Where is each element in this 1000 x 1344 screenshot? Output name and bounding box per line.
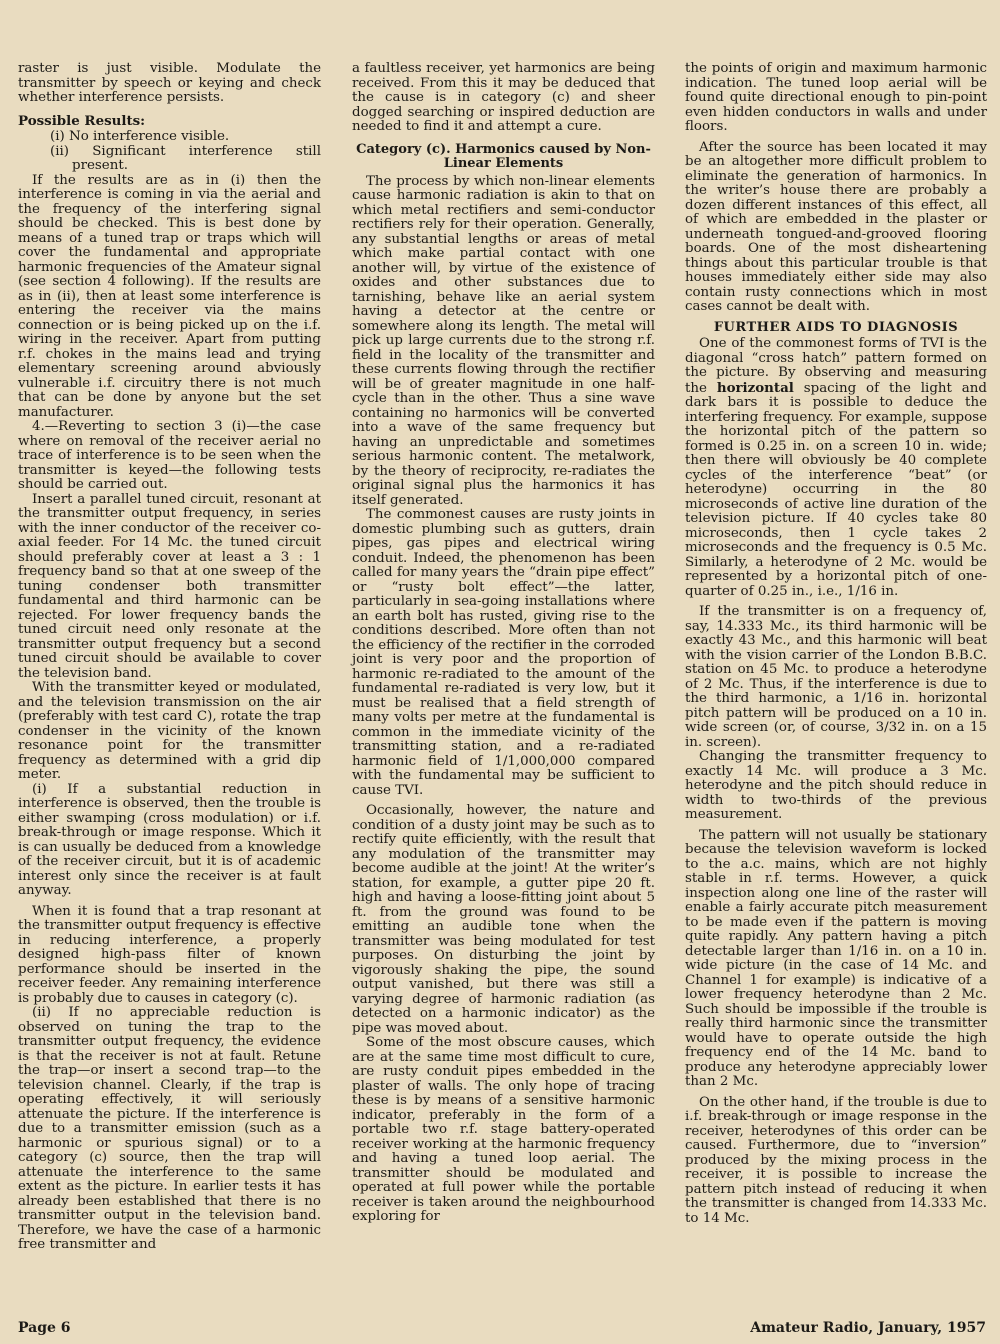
- paragraph: Insert a parallel tuned circuit, resonant at the transmitter output frequency, in series with the inner conductor of the receiver co-axial feeder. For 14 Mc. the tuned circuit should preferably cover at least a 3 : 1 frequency band so that at one sweep of the tuning condenser both transmitter fundamental and third harmonic can be rejected. For lower frequency bands the tuned circuit need only resonate at the transmitter output frequency but a second tuned circuit should be available to cover the television band.: [18, 491, 321, 681]
- paragraph: When it is found that a trap resonant at the transmitter output frequency is effective in reducing interference, a properly designed high-pass filter of known performance should be inserted in the receiver feeder. Any remaining interference is probably due to causes in category (c).: [18, 903, 321, 1006]
- list-item: (i) No interference visible.: [50, 129, 230, 144]
- text-run: One of the commonest forms of TVI is the diagonal “cross hatch” pattern formed on the picture. By observing and measuring the: [685, 336, 987, 396]
- column-2: [352, 62, 655, 1225]
- paragraph: Changing the transmitter frequency to exactly 14 Mc. will produce a 3 Mc. heterodyne and the pitch should reduce in width to two-thirds of the previous measurement.: [685, 749, 987, 822]
- paragraph: After the source has been located it may be an altogether more difficult problem to eliminate the generation of harmonics. In the writer’s house there are probably a dozen different instances of this effect, all of which are embedded in the plaster or underneath tongued-and-grooved flooring boards. One of the most disheartening things about this particular trouble is that houses immediately either side may also contain rusty connections which in most cases cannot be dealt with.: [685, 139, 987, 314]
- paragraph: Some of the most obscure causes, which are at the same time most difficult to cure, are rusty conduit pipes embedded in the plaster of walls. The only hope of tracing these is by means of a sensitive harmonic indicator, preferably in the form of a portable two r.f. stage battery-operated receiver working at the harmonic frequency and having a tuned loop aerial. The transmitter should be modulated and operated at full power while the portable receiver is taken around the neighbourhood exploring for: [352, 1035, 655, 1224]
- paragraph: (i) If a substantial reduction in interference is observed, then the trouble is either swamping (cross modulation) or i.f. break-through or image response. Which it is can usually be deduced from a knowledge of the receiver circuit, but it is of academic interest only since the receiver is at fault anyway.: [18, 781, 321, 898]
- paragraph: With the transmitter keyed or modulated, and the television transmission on the air (preferably with test card C), rotate the trap condenser in the vicinity of the known resonance point for the transmitter frequency as determined with a grid dip meter.: [18, 680, 321, 782]
- paragraph: The process by which non-linear elements cause harmonic radiation is akin to that on which metal rectifiers and semi-conductor rectifiers rely for their operation. Generally, any substantial lengths or areas of metal which make partial contact with one another will, by virtue of the existence of oxides and other substances due to tarnishing, behave like an aerial system having a detector at the centre or somewhere along its length. The metal will pick up large currents due to the strong r.f. field in the locality of the transmitter and these currents flowing through the rectifier will be of greater magnitude in one half-cycle than in the other. Thus a sine wave containing no harmonics will be converted into a wave of the same frequency but having an unpredictable and sometimes serious harmonic content. The metalwork, by the theory of reciprocity, re-radiates the original signal plus the harmonics it has itself generated.: [352, 173, 655, 508]
- paragraph: On the other hand, if the trouble is due to i.f. break-through or image response in the receiver, heterodynes of this order can be caused. Furthermore, due to “inversion” produced by the mixing process in the receiver, it is possible to increase the pattern pitch instead of reducing it when the transmitter is changed from 14.333 Mc. to 14 Mc.: [685, 1094, 987, 1226]
- section-heading: Possible Results:: [18, 112, 146, 129]
- paragraph: Occasionally, however, the nature and condition of a dusty joint may be such as to rectify quite efficiently, with the result that any modulation of the transmitter may become audible at the joint! At the writer’s station, for example, a gutter pipe 20 ft. high and having a loose-fitting joint about 5 ft. from the ground was found to be emitting an audible tone when the transmitter was being modulated for test purposes. On disturbing the joint by vigorously shaking the pipe, the sound output vanished, but there was still a varying degree of harmonic radiation (as detected on a harmonic indicator) as the pipe was moved about.: [352, 803, 655, 1036]
- paragraph: The commonest causes are rusty joints in domestic plumbing such as gutters, drain pipes, gas pipes and electrical wiring conduit. Indeed, the phenomenon has been called for many years the “drain pipe effect” or “rusty bolt effect”—the latter, particularly in sea-going installations where an earth bolt has rusted, giving rise to the conditions described. More often than not the efficiency of the rectifier in the corroded joint is very poor and the proportion of harmonic re-radiated to the amount of the fundamental re-radiated is very low, but it must be realised that a field strength of many volts per metre at the fundamental is common in the immediate vicinity of the transmitting station, and a re-radiated harmonic field of 1/1,000,000 compared with the fundamental may be sufficient to cause TVI.: [352, 507, 655, 798]
- paragraph: raster is just visible. Modulate the transmitter by speech or keying and check whether interference persists.: [18, 61, 321, 105]
- list-item: (ii) Significant interference still present.: [50, 143, 321, 173]
- paragraph: a faultless receiver, yet harmonics are being received. From this it may be deduced that the cause is in category (c) and sheer dogged searching or inspired deduction are needed to find it and attempt a cure.: [352, 61, 655, 134]
- column-3: [685, 62, 987, 1226]
- paragraph: If the results are as in (i) then the interference is coming in via the aerial and the frequency of the interfering signal should be checked. This is best done by means of a tuned trap or traps which will cover the fundamental and appropriate harmonic frequencies of the Amateur signal (see section 4 following). If the results are as in (ii), then at least some interference is entering the receiver via the mains connection or is being picked up on the i.f. wiring in the receiver. Apart from putting r.f. chokes in the mains lead and trying elementary screening around abviously vulnerable i.f. circuitry there is not much that can be done by anyone but the set manufacturer.: [18, 172, 321, 420]
- results-list: [50, 130, 321, 174]
- paragraph: [685, 337, 987, 599]
- section-heading: Category (c). Harmonics caused by Non-Linear Elements: [356, 141, 651, 171]
- publication-issue: Amateur Radio, January, 1957: [750, 1320, 986, 1336]
- column-1: [18, 62, 321, 1253]
- paragraph: the points of origin and maximum harmonic indication. The tuned loop aerial will be found quite directional enough to pin-point even hidden conductors in walls and under floors.: [685, 61, 987, 134]
- section-heading: FURTHER AIDS TO DIAGNOSIS: [713, 319, 959, 335]
- paragraph: 4.—Reverting to section 3 (i)—the case where on removal of the receiver aerial no trace of interference is to be seen when the transmitter is keyed—the following tests should be carried out.: [18, 419, 321, 492]
- emphasis: horizontal: [716, 379, 794, 396]
- paragraph: (ii) If no appreciable reduction is observed on tuning the trap to the transmitter output frequency, the evidence is that the receiver is not at fault. Retune the trap—or insert a second trap—to the television channel. Clearly, if the trap is operating effectively, it will seriously attenuate the picture. If the interference is due to a transmitter emission (such as a harmonic or spurious signal) or to a category (c) source, then the trap will attenuate the interference to the same extent as the picture. In earlier tests it has already been established that there is no transmitter output in the television band. Therefore, we have the case of a harmonic free transmitter and: [18, 1005, 321, 1252]
- text-run: spacing of the light and dark bars it is possible to deduce the interfering frequency. For example, suppose the horizontal pitch of the pattern so formed is 0.25 in. on a screen 10 in. wide; then there will obviously be 40 complete cycles of the interference “beat” (or heterodyne) occurring in the 80 microseconds of active line duration of the television picture. If 40 cycles take 80 microseconds, then 1 cycle takes 2 microseconds and the frequency is 0.5 Mc. Similarly, a heterodyne of 2 Mc. would be represented by a horizontal pitch of one-quarter of 0.25 in., i.e., 1/16 in.: [685, 380, 987, 599]
- paragraph: The pattern will not usually be stationary because the television waveform is locked to the a.c. mains, which are not highly stable in r.f. terms. However, a quick inspection along one line of the raster will enable a fairly accurate pitch measurement to be made even if the pattern is moving quite rapidly. Any pattern having a pitch detectable larger than 1/16 in. on a 10 in. wide picture (in the case of 14 Mc. and Channel 1 for example) is indicative of a lower frequency heterodyne than 2 Mc. Such should be impossible if the trouble is really third harmonic since the transmitter would have to operate outside the high frequency end of the 14 Mc. band to produce any heterodyne appreciably lower than 2 Mc.: [685, 827, 987, 1089]
- page-number: Page 6: [18, 1320, 71, 1336]
- paragraph: If the transmitter is on a frequency of, say, 14.333 Mc., its third harmonic will be exactly 43 Mc., and this harmonic will beat with the vision carrier of the London B.B.C. station on 45 Mc. to produce a heterodyne of 2 Mc. Thus, if the interference is due to the third harmonic, a 1/16 in. horizontal pitch pattern will be produced on a 10 in. wide screen (or, of course, 3/32 in. on a 15 in. screen).: [685, 604, 987, 750]
